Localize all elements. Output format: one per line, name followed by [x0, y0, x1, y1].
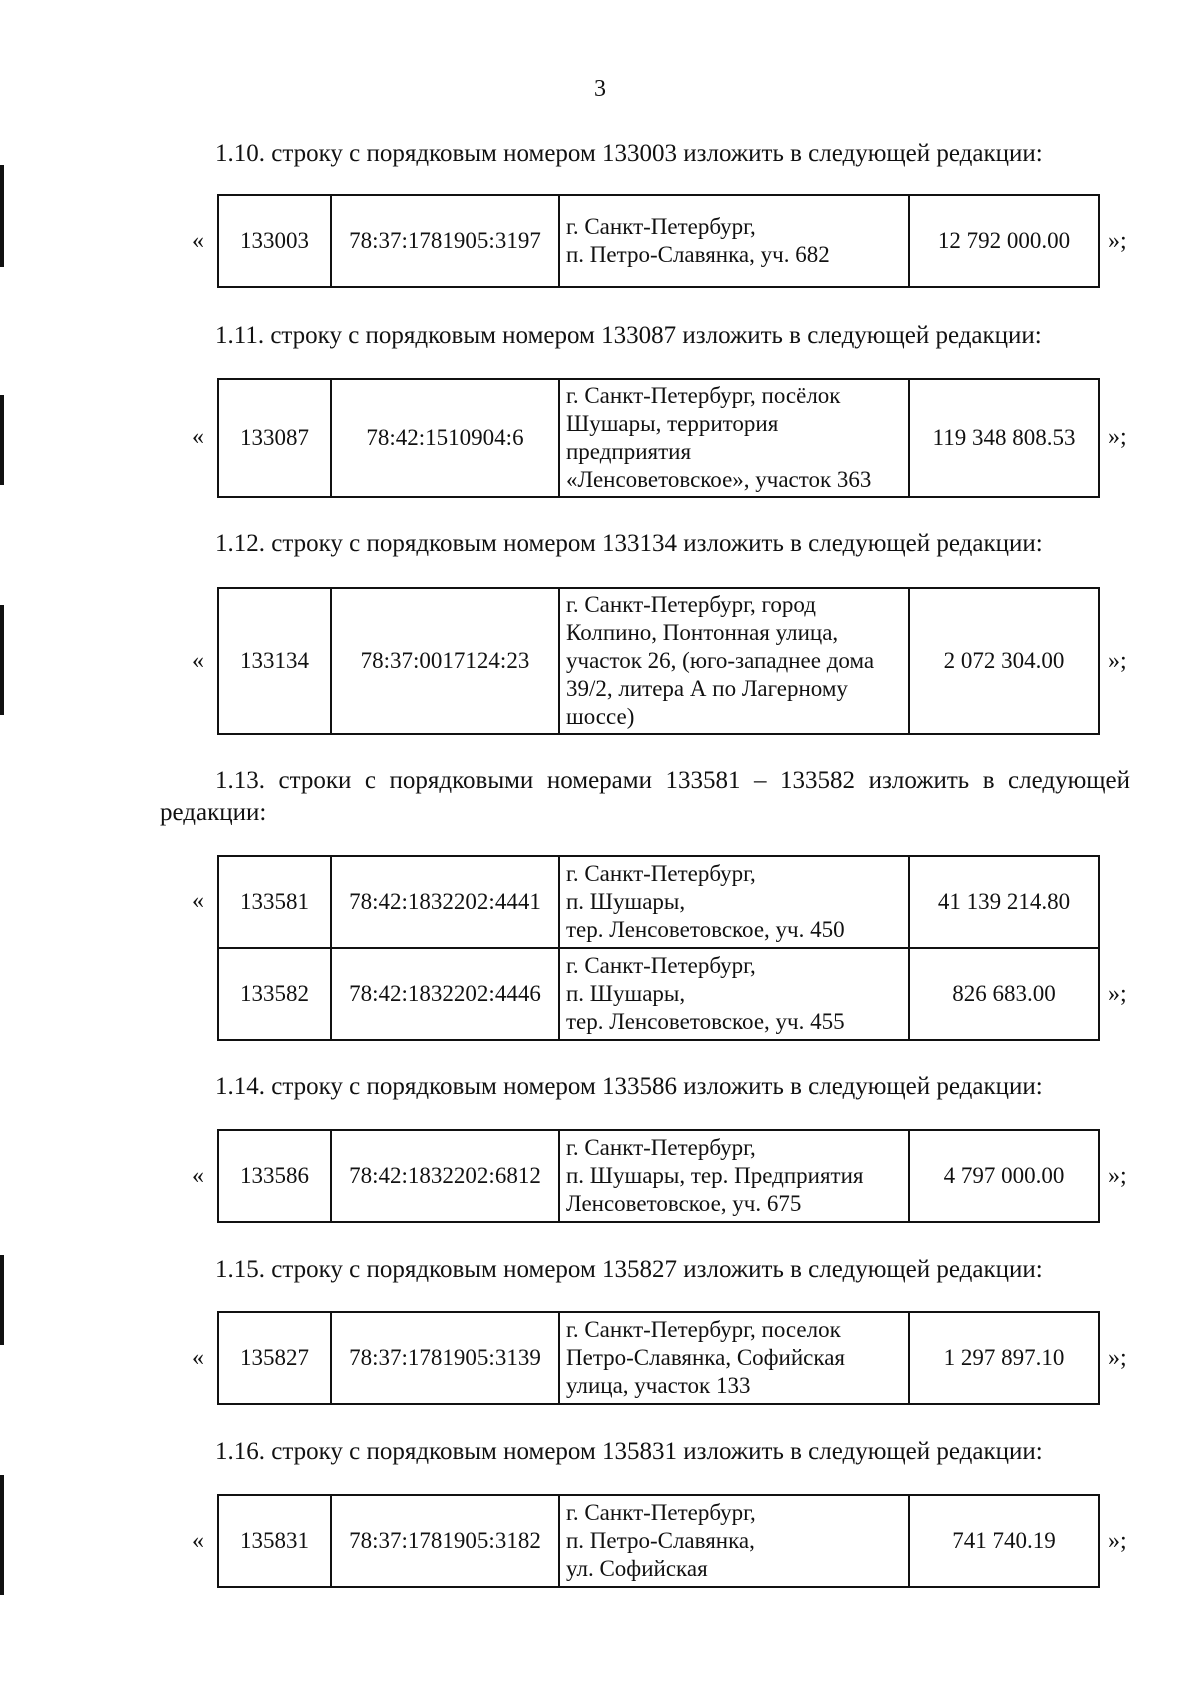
- address-line: Шушары, территория: [566, 411, 779, 436]
- address-line: «Ленсоветовское», участок 363: [566, 467, 872, 492]
- record-table: [217, 378, 1100, 498]
- cadastral-number: 78:42:1832202:6812: [331, 1130, 559, 1222]
- section-heading: 1.13. строки с порядковыми номерами 133581 – 133582 изложить в следующей редакции:: [160, 767, 1130, 826]
- address-line: участок 26, (юго-западнее дома: [566, 648, 875, 673]
- address-cell: [559, 379, 909, 497]
- margin-scan-mark: [0, 165, 4, 267]
- address-line: п. Петро-Славянка, уч. 682: [566, 242, 830, 267]
- opening-quote: «: [192, 1163, 204, 1189]
- section-heading: 1.10. строку с порядковым номером 133003 изложить в следующей редакции:: [215, 140, 1043, 167]
- address-line: ул. Софийская: [566, 1556, 708, 1581]
- address-cell: [559, 1130, 909, 1222]
- address-line: г. Санкт-Петербург,: [566, 1135, 756, 1160]
- table-row: [218, 195, 1099, 287]
- row-number: 133003: [218, 195, 331, 287]
- record-table: [217, 194, 1100, 288]
- value-cell: 1 297 897.10: [909, 1312, 1099, 1404]
- closing-quote: »;: [1108, 981, 1127, 1007]
- record-table: [217, 1494, 1100, 1588]
- value-cell: 2 072 304.00: [909, 588, 1099, 734]
- opening-quote: «: [192, 648, 204, 674]
- address-cell: [559, 1495, 909, 1587]
- page-number: 3: [594, 76, 606, 102]
- row-number: 133134: [218, 588, 331, 734]
- row-number: 133586: [218, 1130, 331, 1222]
- closing-quote: »;: [1108, 424, 1127, 450]
- table-row: [218, 588, 1099, 734]
- table-row: [218, 1130, 1099, 1222]
- address-cell: [559, 856, 909, 948]
- row-number: 133582: [218, 948, 331, 1040]
- cadastral-number: 78:37:0017124:23: [331, 588, 559, 734]
- table-row: [218, 948, 1099, 1040]
- address-line: тер. Ленсоветовское, уч. 455: [566, 1009, 845, 1034]
- cadastral-number: 78:42:1510904:6: [331, 379, 559, 497]
- address-cell: [559, 948, 909, 1040]
- address-line: г. Санкт-Петербург,: [566, 861, 756, 886]
- cadastral-number: 78:37:1781905:3182: [331, 1495, 559, 1587]
- table-row: [218, 379, 1099, 497]
- address-line: п. Шушары, тер. Предприятия: [566, 1163, 864, 1188]
- opening-quote: «: [192, 1345, 204, 1371]
- closing-quote: »;: [1108, 228, 1127, 254]
- section-heading: 1.11. строку с порядковым номером 133087 изложить в следующей редакции:: [215, 322, 1042, 349]
- cadastral-number: 78:42:1832202:4441: [331, 856, 559, 948]
- cadastral-number: 78:37:1781905:3197: [331, 195, 559, 287]
- address-line: г. Санкт-Петербург,: [566, 214, 756, 239]
- cadastral-number: 78:37:1781905:3139: [331, 1312, 559, 1404]
- row-number: 133087: [218, 379, 331, 497]
- margin-scan-mark: [0, 395, 4, 485]
- address-line: г. Санкт-Петербург, поселок: [566, 1317, 841, 1342]
- closing-quote: »;: [1108, 1528, 1127, 1554]
- table-row: [218, 1495, 1099, 1587]
- closing-quote: »;: [1108, 1345, 1127, 1371]
- cadastral-number: 78:42:1832202:4446: [331, 948, 559, 1040]
- address-cell: [559, 1312, 909, 1404]
- opening-quote: «: [192, 888, 204, 914]
- address-line: п. Шушары,: [566, 981, 686, 1006]
- value-cell: 4 797 000.00: [909, 1130, 1099, 1222]
- record-table: [217, 587, 1100, 735]
- address-line: улица, участок 133: [566, 1373, 751, 1398]
- value-cell: 41 139 214.80: [909, 856, 1099, 948]
- record-table: [217, 1311, 1100, 1405]
- address-cell: [559, 195, 909, 287]
- section-heading: 1.16. строку с порядковым номером 135831 изложить в следующей редакции:: [215, 1438, 1043, 1465]
- table-row: [218, 1312, 1099, 1404]
- address-line: г. Санкт-Петербург, посёлок: [566, 383, 841, 408]
- section-heading: 1.12. строку с порядковым номером 133134 изложить в следующей редакции:: [215, 530, 1043, 557]
- address-line: тер. Ленсоветовское, уч. 450: [566, 917, 845, 942]
- value-cell: 12 792 000.00: [909, 195, 1099, 287]
- value-cell: 741 740.19: [909, 1495, 1099, 1587]
- opening-quote: «: [192, 424, 204, 450]
- table-row: [218, 856, 1099, 948]
- address-line: г. Санкт-Петербург,: [566, 1500, 756, 1525]
- opening-quote: «: [192, 1528, 204, 1554]
- section-heading: 1.15. строку с порядковым номером 135827 изложить в следующей редакции:: [215, 1256, 1043, 1283]
- address-cell: [559, 588, 909, 734]
- address-line: Петро-Славянка, Софийская: [566, 1345, 845, 1370]
- margin-scan-mark: [0, 605, 4, 715]
- margin-scan-mark: [0, 1475, 4, 1595]
- value-cell: 119 348 808.53: [909, 379, 1099, 497]
- address-line: 39/2, литера А по Лагерному: [566, 676, 848, 701]
- record-table: [217, 855, 1100, 1041]
- record-table: [217, 1129, 1100, 1223]
- closing-quote: »;: [1108, 648, 1127, 674]
- address-line: Колпино, Понтонная улица,: [566, 620, 839, 645]
- address-line: г. Санкт-Петербург, город: [566, 592, 816, 617]
- address-line: Ленсоветовское, уч. 675: [566, 1191, 802, 1216]
- closing-quote: »;: [1108, 1163, 1127, 1189]
- margin-scan-mark: [0, 1255, 4, 1345]
- address-line: п. Петро-Славянка,: [566, 1528, 755, 1553]
- row-number: 133581: [218, 856, 331, 948]
- value-cell: 826 683.00: [909, 948, 1099, 1040]
- section-heading: 1.14. строку с порядковым номером 133586 изложить в следующей редакции:: [215, 1073, 1043, 1100]
- opening-quote: «: [192, 228, 204, 254]
- address-line: г. Санкт-Петербург,: [566, 953, 756, 978]
- address-line: п. Шушары,: [566, 889, 686, 914]
- row-number: 135831: [218, 1495, 331, 1587]
- address-line: шоссе): [566, 704, 635, 729]
- row-number: 135827: [218, 1312, 331, 1404]
- address-line: предприятия: [566, 439, 692, 464]
